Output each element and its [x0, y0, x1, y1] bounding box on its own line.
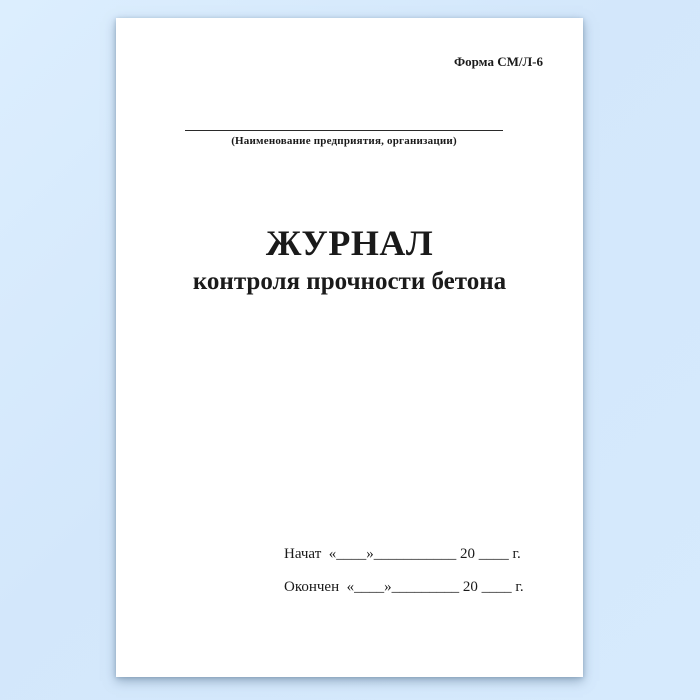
journal-cover-page [116, 18, 583, 677]
started-date-line: Начат «____»___________ 20 ____ г. [284, 546, 521, 562]
finished-date-line: Окончен «____»_________ 20 ____ г. [284, 579, 524, 595]
dates-block [284, 546, 524, 595]
title-block [116, 224, 583, 297]
journal-title: ЖУРНАЛ [265, 223, 434, 263]
organization-name-caption: (Наименование предприятия, организации) [231, 135, 457, 147]
form-code-label: Форма СМ/Л-6 [453, 54, 543, 69]
journal-subtitle: контроля прочности бетона [192, 267, 507, 295]
organization-name-blank-line [185, 130, 503, 149]
